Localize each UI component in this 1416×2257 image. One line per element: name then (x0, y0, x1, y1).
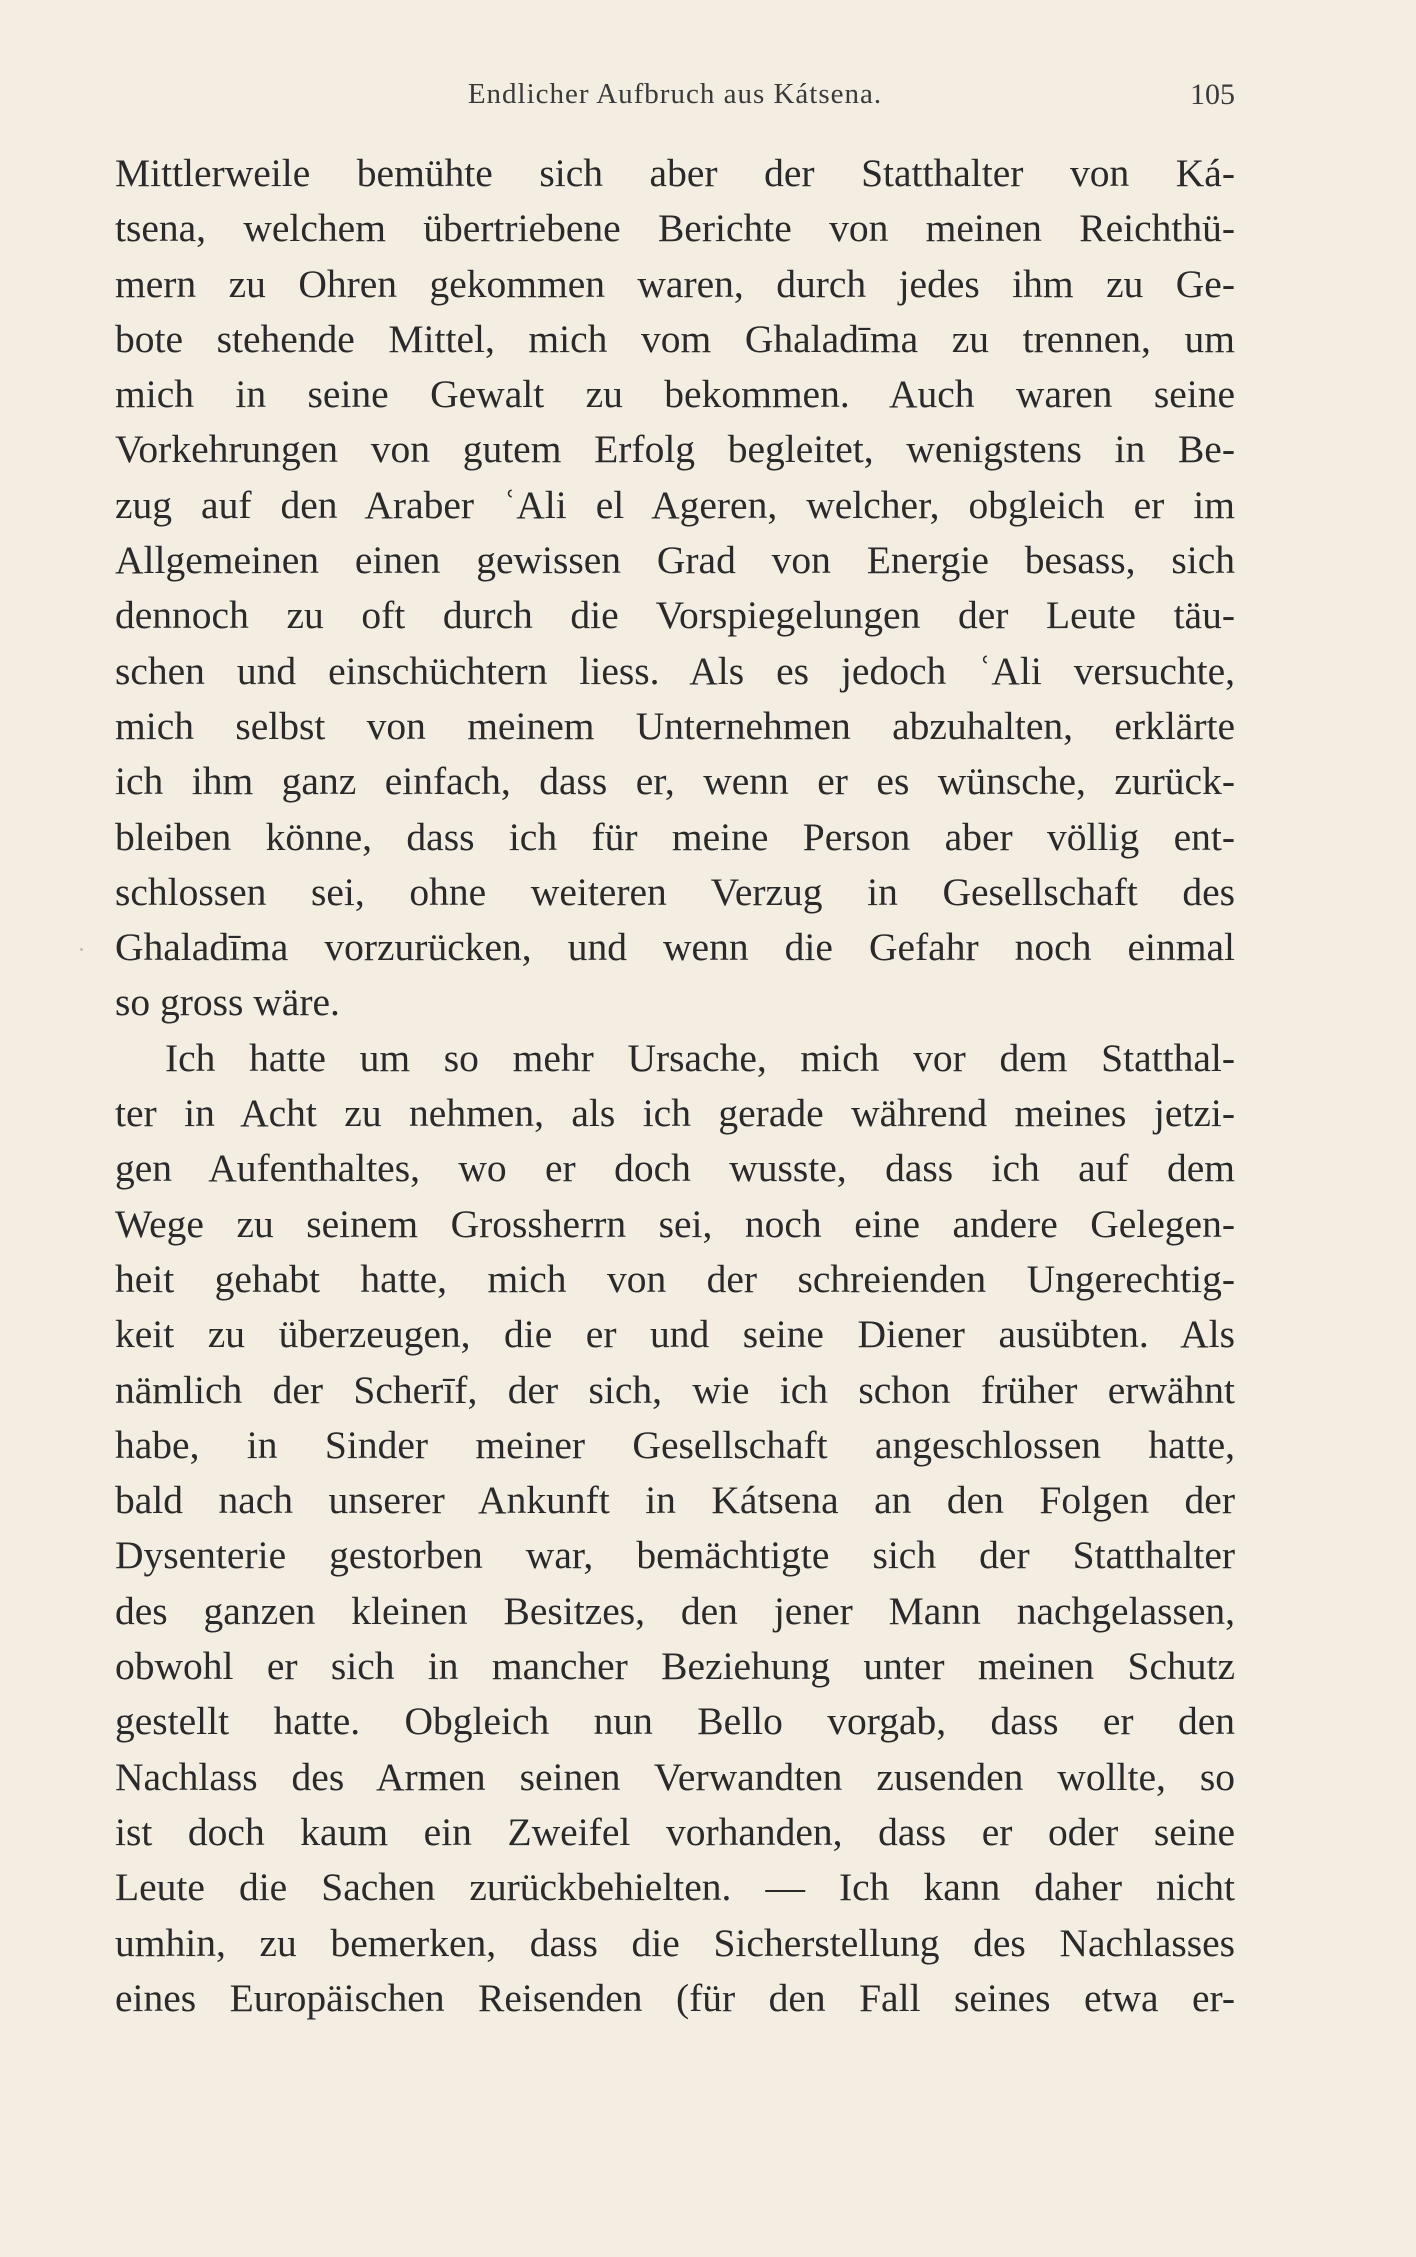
margin-speck (80, 948, 83, 951)
text-line: umhin, zu bemerken, dass die Sicherstellung des Nachlasses (115, 1920, 1235, 1965)
body-text (115, 146, 1235, 2026)
text-line: Nachlass des Armen seinen Verwandten zusenden wollte, so (115, 1754, 1235, 1799)
text-line: Allgemeinen einen gewissen Grad von Energie besass, sich (115, 538, 1235, 583)
text-line: keit zu überzeugen, die er und seine Diener ausübten. Als (115, 1312, 1235, 1357)
text-line: schlossen sei, ohne weiteren Verzug in Gesellschaft des (115, 869, 1235, 914)
text-line: tsena, welchem übertriebene Berichte von meinen Reichthü- (115, 206, 1235, 251)
text-line: gestellt hatte. Obgleich nun Bello vorgab, dass er den (115, 1699, 1235, 1744)
text-line: mich in seine Gewalt zu bekommen. Auch waren seine (115, 372, 1235, 417)
text-line: heit gehabt hatte, mich von der schreienden Ungerechtig- (115, 1256, 1235, 1301)
text-line: bald nach unserer Ankunft in Kátsena an den Folgen der (115, 1478, 1235, 1523)
text-line: schen und einschüchtern liess. Als es jedoch ʿAli versuchte, (115, 648, 1235, 693)
text-line: ist doch kaum ein Zweifel vorhanden, dass er oder seine (115, 1809, 1235, 1854)
text-line: habe, in Sinder meiner Gesellschaft angeschlossen hatte, (115, 1422, 1235, 1467)
text-line: des ganzen kleinen Besitzes, den jener Mann nachgelassen, (115, 1588, 1235, 1633)
text-line: bleiben könne, dass ich für meine Person aber völlig ent- (115, 814, 1235, 859)
text-line: ter in Acht zu nehmen, als ich gerade während meines jetzi- (115, 1091, 1235, 1136)
page-number: 105 (1190, 78, 1235, 111)
text-line: obwohl er sich in mancher Beziehung unter meinen Schutz (115, 1644, 1235, 1689)
text-line: Ghaladīma vorzurücken, und wenn die Gefahr noch einmal (115, 925, 1235, 970)
text-line: gen Aufenthaltes, wo er doch wusste, dass ich auf dem (115, 1146, 1235, 1191)
text-line: Vorkehrungen von gutem Erfolg begleitet, wenigstens in Be- (115, 427, 1235, 472)
text-line: Mittlerweile bemühte sich aber der Statthalter von Ká- (115, 151, 1235, 195)
text-line: so gross wäre. (115, 980, 340, 1025)
text-line: ich ihm ganz einfach, dass er, wenn er es wünsche, zurück- (115, 759, 1235, 804)
text-line: Leute die Sachen zurückbehielten. — Ich kann daher nicht (115, 1865, 1235, 1910)
running-header (115, 78, 1235, 128)
text-line: dennoch zu oft durch die Vorspiegelungen der Leute täu- (115, 593, 1235, 638)
text-line: Wege zu seinem Grossherrn sei, noch eine andere Gelegen- (115, 1201, 1235, 1246)
text-line: mich selbst von meinem Unternehmen abzuhalten, erklärte (115, 703, 1235, 748)
text-line: zug auf den Araber ʿAli el Ageren, welcher, obgleich er im (115, 482, 1235, 527)
text-line: mern zu Ohren gekommen waren, durch jedes ihm zu Ge- (115, 261, 1235, 306)
text-line: Dysenterie gestorben war, bemächtigte sich der Statthalter (115, 1533, 1235, 1578)
text-line: eines Europäischen Reisenden (für den Fall seines etwa er- (115, 1975, 1235, 2020)
text-line: nämlich der Scherīf, der sich, wie ich schon früher erwähnt (115, 1367, 1235, 1412)
text-line: Ich hatte um so mehr Ursache, mich vor dem Statthal- (165, 1035, 1235, 1080)
running-title: Endlicher Aufbruch aus Kátsena. (467, 78, 883, 110)
text-line: bote stehende Mittel, mich vom Ghaladīma zu trennen, um (115, 316, 1235, 361)
